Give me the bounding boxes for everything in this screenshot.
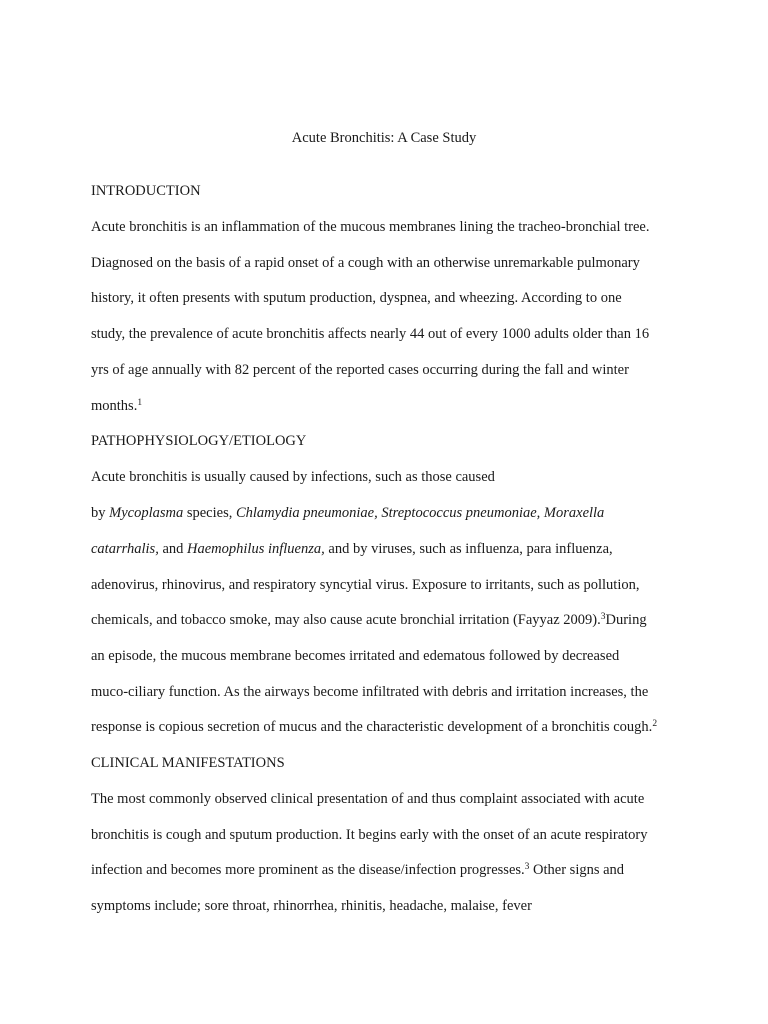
intro-line-1: Acute bronchitis is an inflammation of the mucous membranes lining the tracheo-bronchial tree. — [91, 219, 650, 235]
patho-line-2-text1: species, — [183, 505, 236, 521]
patho-line-8-text: response is copious secretion of mucus and the characteristic development of a bronchitis cough. — [91, 719, 653, 735]
footnote-ref-2: 2 — [652, 719, 658, 729]
organism-streptococcus: Streptococcus pneumoniae, — [381, 505, 541, 521]
patho-line-5 — [91, 611, 647, 629]
footnote-ref-1: 1 — [137, 398, 143, 408]
organism-moraxella-cont: catarrhalis, — [91, 541, 159, 557]
clinical-line-2: bronchitis is cough and sputum production. It begins early with the onset of an acute respiratory — [91, 827, 648, 843]
patho-line-3 — [91, 540, 613, 558]
clinical-line-1: The most commonly observed clinical presentation of and thus complaint associated with acute — [91, 791, 645, 807]
section-heading-pathophysiology: PATHOPHYSIOLOGY/ETIOLOGY — [91, 433, 307, 449]
patho-line-5-after: During — [605, 612, 647, 628]
patho-line-1: Acute bronchitis is usually caused by infections, such as those caused — [91, 469, 495, 485]
patho-line-3-text2: and by viruses, such as influenza, para influenza, — [324, 541, 613, 557]
patho-line-7: muco-ciliary function. As the airways become infiltrated with debris and irritation increases, the — [91, 684, 649, 700]
clinical-line-3 — [91, 861, 624, 879]
organism-haemophilus: Haemophilus influenza, — [187, 541, 325, 557]
section-heading-introduction: INTRODUCTION — [91, 183, 201, 199]
patho-line-5-text: chemicals, and tobacco smoke, may also cause acute bronchial irritation (Fayyaz 2009). — [91, 612, 601, 628]
section-heading-clinical: CLINICAL MANIFESTATIONS — [91, 755, 285, 771]
clinical-line-3-text: infection and becomes more prominent as the disease/infection progresses. — [91, 862, 525, 878]
footnote-ref-3b: 3 — [524, 862, 530, 872]
patho-line-6: an episode, the mucous membrane becomes irritated and edematous followed by decreased — [91, 648, 620, 664]
patho-line-8 — [91, 718, 657, 736]
organism-moraxella: Moraxella — [543, 505, 605, 521]
patho-line-4: adenovirus, rhinovirus, and respiratory syncytial virus. Exposure to irritants, such as pollution, — [91, 577, 640, 593]
intro-line-4: study, the prevalence of acute bronchitis affects nearly 44 out of every 1000 adults older than 16 — [91, 326, 650, 342]
clinical-line-3-after: Other signs and — [529, 862, 625, 878]
organism-chlamydia: Chlamydia pneumoniae, — [235, 505, 378, 521]
patho-line-2 — [91, 504, 604, 522]
intro-line-2: Diagnosed on the basis of a rapid onset of a cough with an otherwise unremarkable pulmonary — [91, 255, 640, 271]
intro-line-6-text: months. — [91, 398, 138, 414]
intro-line-3: history, it often presents with sputum production, dyspnea, and wheezing. According to one — [91, 290, 622, 306]
footnote-ref-3: 3 — [600, 612, 606, 622]
organism-mycoplasma: Mycoplasma — [109, 505, 184, 521]
intro-line-5: yrs of age annually with 82 percent of the reported cases occurring during the fall and winter — [91, 362, 629, 378]
intro-line-6 — [91, 397, 142, 415]
document-title: Acute Bronchitis: A Case Study — [291, 130, 477, 146]
patho-line-2-prefix: by — [91, 505, 110, 521]
clinical-line-4: symptoms include; sore throat, rhinorrhea, rhinitis, headache, malaise, fever — [91, 898, 532, 914]
patho-line-3-text1: and — [158, 541, 188, 557]
